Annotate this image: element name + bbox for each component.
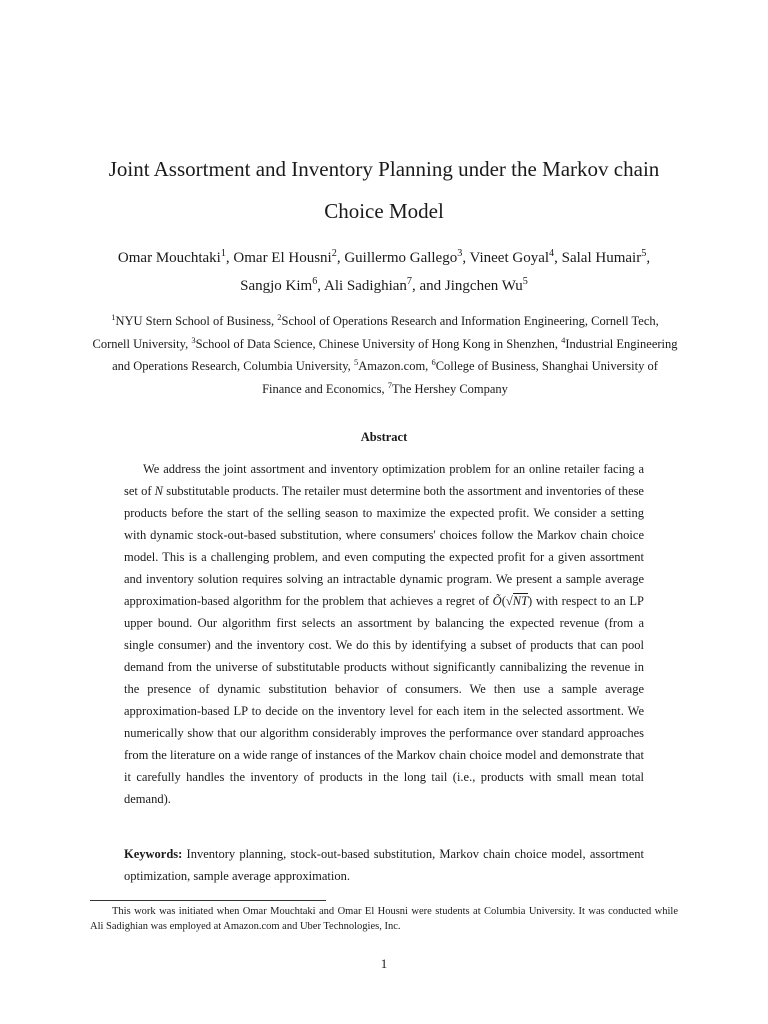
author-name: Omar Mouchtaki: [117, 250, 221, 266]
symbol-n: N: [154, 484, 164, 498]
author-name: Guillermo Gallego: [344, 250, 458, 266]
affiliation: NYU Stern School of Business,: [115, 314, 275, 328]
author-affil-mark: 4: [549, 248, 555, 259]
author-name: Vineet Goyal: [469, 250, 550, 266]
author-affil-mark: 2: [331, 248, 337, 259]
author-affil-mark: 3: [457, 248, 463, 259]
title-line-1: Joint Assortment and Inventory Planning under the Markov chain: [108, 157, 660, 181]
affiliation: Amazon.com,: [358, 359, 429, 373]
author-affil-mark: 5: [522, 276, 528, 287]
affiliation: College of Business, Shanghai University of Finance and Economics,: [262, 359, 658, 396]
abstract-text: [124, 458, 644, 810]
abstract-part-2: substitutable products. The retailer must determine both the assortment and inventories of these products before the start of the selling season to maximize the expected profit. We consider a setting with dynamic stock-out-based substitution, where consumers' choices follow the Markov chain choice model. This is a challenging problem, and even computing the expected profit for a given assortment and inventory solution requires solving an intractable dynamic program. We present a sample average approximation-based algorithm for the problem that achieves a regret of: [124, 484, 644, 608]
authors-and: and: [419, 278, 442, 294]
author-name: Jingchen Wu: [444, 278, 523, 294]
affil-mark: 5: [353, 356, 359, 367]
affil-mark: 7: [387, 379, 392, 390]
affiliation: School of Operations Research and Information Engineering, Cornell Tech, Cornell University,: [92, 314, 659, 351]
affil-mark: 6: [431, 356, 436, 367]
abstract-part-1: We address the joint assortment and inventory optimization problem for an online retailer facing a set of: [124, 462, 644, 498]
author-name: Omar El Housni: [233, 250, 332, 266]
footnote: This work was initiated when Omar Mouchtaki and Omar El Housni were students at Columbia University. It was conducted while Ali Sadighian was employed at Amazon.com and Uber Technologies, Inc.: [90, 906, 678, 932]
keywords-text: Inventory planning, stock-out-based substitution, Markov chain choice model, assortment optimization, sample average approximation.: [124, 847, 644, 883]
author-affil-mark: 7: [406, 276, 412, 287]
author-name: Sangjo Kim: [240, 278, 313, 294]
author-affil-mark: 5: [641, 248, 647, 259]
affil-mark: 4: [561, 334, 566, 345]
affil-mark: 1: [111, 311, 116, 322]
big-o-symbol: Õ: [492, 594, 502, 608]
author-name: Ali Sadighian: [323, 278, 407, 294]
title-line-2: Choice Model: [324, 199, 444, 223]
keywords-block: [124, 843, 644, 887]
abstract-heading: Abstract: [360, 430, 408, 444]
paper-title: [60, 148, 708, 232]
affiliations: [92, 310, 678, 400]
author-name: Salal Humair: [561, 250, 642, 266]
affil-mark: 2: [277, 311, 282, 322]
affiliation: Industrial Engineering and Operations Research, Columbia University,: [112, 336, 678, 373]
author-affil-mark: 1: [220, 248, 226, 259]
author-affil-mark: 6: [312, 276, 318, 287]
affiliation: The Hershey Company: [391, 381, 508, 396]
affil-mark: 3: [191, 334, 196, 345]
affiliation: School of Data Science, Chinese University of Hong Kong in Shenzhen,: [195, 336, 558, 351]
abstract-part-3: with respect to an LP upper bound. Our algorithm first selects an assortment by balancing the expected revenue (from a single consumer) and the inventory cost. We do this by identifying a subset of products that can pool demand from the universe of substitutable products without significantly cannibalizing the revenue in the presence of dynamic substitution behavior of consumers. We then use a sample average approximation-based LP to decide on the inventory level for each item in the selected assortment. We numerically show that our algorithm considerably improves the performance over standard approaches from the literature on a wide range of instances of the Markov chain choice model and demonstrate that it carefully handles the inventory of products in the long tail (i.e., products with small mean total demand).: [124, 594, 645, 806]
footnote-divider: [90, 900, 326, 901]
author-list: Omar Mouchtaki$^1$, Omar El Housni$^2$, Guillermo Gallego$^3$, Vineet Goyal$^4$, Salal Humair$^5$, Sangjo Kim$^6$, Ali Sadighian$^7$, and Jingchen Wu$^5$: [117, 248, 651, 294]
regret-expression: Õ(√NT): [492, 594, 533, 608]
keywords-label: Keywords:: [124, 847, 183, 861]
page-number: 1: [380, 956, 388, 971]
regret-argument: NT: [512, 594, 529, 608]
